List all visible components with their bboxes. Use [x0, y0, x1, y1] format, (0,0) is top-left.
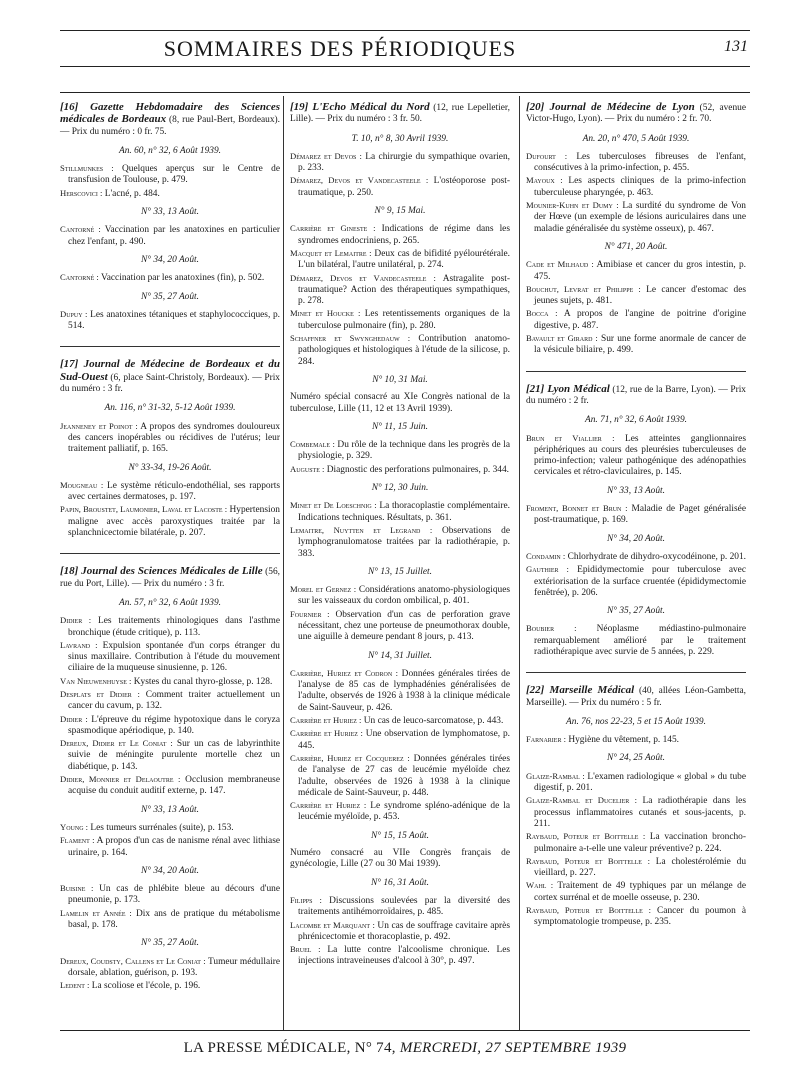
issue-heading: An. 71, n° 32, 6 Août 1939.	[584, 415, 687, 426]
column-divider-2	[519, 96, 520, 1030]
article-entry: Carrière, Huriez et Codron : Données générales tirées de l'analyse de 85 cas de lymphadénies généralisées de l'adulte, observés de 1926 à 1938 à la clinique médicale de Saint-Sauveur, p. 426.	[290, 667, 510, 713]
special-issue-note: Numéro spécial consacré au XIe Congrès national de la tuberculose, Lille (11, 12 et 13 Avril 1939).	[290, 392, 510, 414]
article-entry: Carrière et Gineste : Indications de régime dans les syndromes endocriniens, p. 265.	[290, 223, 510, 246]
article-entry: Macquet et Lemaitre : Deux cas de bifidité pyélourétérale. L'un bilatéral, l'autre unilatéral, p. 274.	[290, 247, 510, 271]
column-divider-1	[283, 96, 284, 1030]
header-rule-columns	[60, 92, 750, 93]
article-entry: Lacombe et Marquant : Un cas de souffrage cavitaire après phrénicectomie et thoracoplastie, p. 492.	[290, 919, 510, 942]
issue-heading: N° 24, 25 Août.	[606, 753, 665, 764]
issue-heading: An. 57, n° 32, 6 Août 1939.	[118, 597, 221, 608]
issue-heading: N° 471, 20 Août.	[604, 241, 668, 252]
footer-number: N° 74,	[354, 1040, 396, 1056]
article-entry: Morel et Gernez : Considérations anatomo-physiologiques sur les vaisseaux du cordon ombilical, p. 401.	[290, 584, 510, 607]
article-entry: Lamelin et Année : Dix ans de pratique du métabolisme basal, p. 178.	[60, 907, 280, 931]
issue-heading: T. 10, n° 8, 30 Avril 1939.	[351, 133, 449, 144]
article-entry: Raybaud, Poteur et Boittelle : Cancer du poumon à symptomatologie trompeuse, p. 235.	[526, 905, 747, 928]
journal-separator	[526, 371, 746, 372]
journal-20	[526, 102, 746, 357]
issue-heading: N° 34, 20 Août.	[606, 533, 665, 544]
article-entry: Wahl : Traitement de 49 typhiques par un mélange de cortex surrénal et de moelle osseuse, p. 230.	[526, 880, 746, 903]
journal-17	[60, 359, 280, 539]
article-entry: Glaize-Rambal et Ducelier : La radiothérapie dans les processus inflammatoires cutanés et sous-jacents, p. 211.	[526, 795, 746, 829]
journal-separator	[60, 553, 280, 554]
article-entry: Froment, Bonnet et Brun : Maladie de Paget généralisée post-traumatique, p. 169.	[526, 503, 746, 526]
journal-21	[526, 384, 746, 659]
article-entry: Dufourt : Les tuberculoses fibreuses de l'enfant, consécutives à la primo-infection, p. 455.	[526, 150, 747, 174]
article-entry: Bouchut, Levrat et Philippe : Le cancer d'estomac des jeunes sujets, p. 481.	[526, 283, 747, 307]
issue-heading: N° 34, 20 Août.	[140, 865, 199, 876]
issue-heading: N° 33, 13 Août.	[140, 207, 199, 218]
journal-heading: [18] Journal des Sciences Médicales de Lille (56, rue du Port, Lille). — Prix du numéro : 3 fr.	[60, 565, 281, 589]
article-entry: Cantorné : Vaccination par les anatoxines (fin), p. 502.	[60, 272, 265, 284]
article-entry: Gauthier : Epididymectomie pour tuberculose avec extériorisation de la surface cruentée (épididymectomie fenêtrée), p. 206.	[526, 564, 746, 598]
article-entry: Cantorné : Vaccination par les anatoxines en particulier chez l'enfant, p. 490.	[60, 224, 280, 247]
article-entry: Minet et Houcke : Les retentissements organiques de la tuberculose pulmonaire (fin), p. 280.	[290, 308, 510, 331]
issue-heading: An. 20, n° 470, 5 Août 1939.	[582, 133, 690, 144]
article-entry: Lemaitre, Nuytten et Legrand : Observations de lymphogranulomatose traitées par la radiothérapie, p. 383.	[290, 524, 510, 559]
article-entry: Glaize-Rambal : L'examen radiologique « global » du tube digestif, p. 201.	[526, 770, 746, 794]
journal-heading: [22] Marseille Médical (40, allées Léon-Gambetta, Marseille). — Prix du numéro : 5 fr.	[526, 684, 746, 708]
article-entry: Raybaud, Poteur et Boittelle : La vaccination broncho-pulmonaire a-t-elle une valeur préventive? p. 224.	[526, 831, 746, 854]
header-rule-top	[60, 30, 750, 31]
article-entry: Didier, Monnier et Delaoutre : Occlusion membraneuse acquise du conduit auditif externe, p. 147.	[60, 774, 280, 797]
journal-separator	[60, 346, 280, 347]
article-entry: Farnarier : Hygiène du vêtement, p. 145.	[526, 734, 679, 746]
issue-heading: N° 16, 31 Août.	[370, 877, 429, 888]
article-entry: Fournier : Observation d'un cas de perforation grave nécessitant, chez une porteuse de pneumothorax double, une aiguille à demeure pendant 8 jours, p. 413.	[290, 608, 511, 643]
article-entry: Carrière et Huriez : Une observation de lymphomatose, p. 445.	[290, 728, 510, 751]
article-entry: Mayoux : Les aspects cliniques de la primo-infection tuberculeuse pharyngée, p. 463.	[526, 175, 746, 198]
article-entry: Young : Les tumeurs surrénales (suite), p. 153.	[60, 821, 234, 833]
issue-heading: N° 14, 31 Juillet.	[368, 650, 432, 661]
article-entry: Condamin : Chlorhydrate de dihydro-oxycodéinone, p. 201.	[526, 550, 746, 562]
issue-heading: N° 9, 15 Mai.	[374, 206, 426, 217]
issue-heading: N° 15, 15 Août.	[370, 830, 429, 841]
article-entry: Auguste : Diagnostic des perforations pulmonaires, p. 344.	[290, 463, 510, 475]
article-entry: Schaffner et Swynghedauw : Contribution anatomo-pathologiques et histologiques à l'étude de la silicose, p. 284.	[290, 333, 511, 367]
issue-heading: N° 33, 13 Août.	[606, 485, 665, 496]
journal-heading: [17] Journal de Médecine de Bordeaux et du Sud-Ouest (6, place Saint-Christoly, Bordeaux). — Prix du numéro : 3 fr.	[60, 358, 280, 395]
article-entry: Démarez, Devos et Vandecasteele : Astragalite post-traumatique? Action des thérapeutiques sympathiques, p. 278.	[290, 272, 510, 307]
article-entry: Carrière et Huriez : Un cas de leuco-sarcomatose, p. 443.	[290, 715, 504, 727]
issue-heading: N° 10, 31 Mai.	[372, 374, 428, 385]
page-footer	[60, 1040, 750, 1057]
issue-heading: An. 76, nos 22-23, 5 et 15 Août 1939.	[566, 716, 706, 727]
journal-18	[60, 566, 280, 992]
article-entry: Boubier : Néoplasme médiastino-pulmonaire remarquablement amélioré par le traitement radiothérapique avec survie de 5 années, p. 229.	[526, 623, 746, 657]
article-entry: Carrière, Huriez et Cocquerez : Données générales tirées de l'analyse de 27 cas de leucémie myéloïde chez l'adulte, observées de 1926 à 1938 à la clinique médicale de Saint-Sauveur, p. 448.	[290, 752, 510, 798]
article-entry: Minet et De Loeschnig : La thoracoplastie complémentaire. Indications techniques. Résultats, p. 361.	[290, 500, 510, 523]
issue-heading: N° 35, 27 Août.	[140, 291, 199, 302]
issue-heading: N° 33-34, 19-26 Août.	[128, 462, 212, 473]
article-entry: Dupuy : Les anatoxines tétaniques et staphylococciques, p. 514.	[60, 308, 280, 332]
journal-16	[60, 102, 280, 332]
article-entry: Didier : L'épreuve du régime hypotoxique dans le coryza spasmodique apériodique, p. 140.	[60, 713, 280, 736]
article-entry: Cade et Milhaud : Amibiase et cancer du gros intestin, p. 475.	[526, 259, 746, 282]
column-2	[290, 102, 510, 980]
article-entry: Brun et Viallier : Les atteintes ganglionnaires périphériques au cours des pleurésies tuberculeuses de primo-infection; valeur pathogénique des adénopathies cervicales et rétro-claviculaires, p. 145.	[526, 432, 746, 478]
issue-heading: N° 35, 27 Août.	[606, 606, 665, 617]
article-entry: Jeanneney et Poinot : A propos des syndromes douloureux des cancers inopérables ou récidives de l'utérus; leur traitement palliatif, p. 165.	[60, 420, 281, 455]
article-entry: Stillmunkes : Quelques aperçus sur le Centre de transfusion de Toulouse, p. 479.	[60, 163, 280, 186]
article-entry: Papin, Broustet, Laumonier, Laval et Lacoste : Hypertension maligne avec accès paroxystiques traitée par la splanchnicectomie bilatérale, p. 207.	[60, 504, 280, 539]
column-1	[60, 102, 280, 1005]
article-entry: Démarez et Devos : La chirurgie du sympathique ovarien, p. 233.	[290, 150, 510, 174]
column-3	[526, 102, 746, 941]
special-issue-note: Numéro consacré au VIIe Congrès français de gynécologie, Lille (27 ou 30 Mai 1939).	[290, 848, 510, 870]
issue-heading: N° 12, 30 Juin.	[371, 483, 429, 494]
article-entry: Flament : A propos d'un cas de nanisme rénal avec lithiase urinaire, p. 164.	[60, 835, 281, 858]
article-entry: Dereux, Didier et Le Coniat : Sur un cas de labyrinthite suivie de méningite purulente mortelle chez un diabétique, p. 143.	[60, 738, 280, 772]
article-entry: Filipps : Discussions soulevées par la diversité des traitements antihémorroïdaires, p. 485.	[290, 894, 510, 918]
journal-separator	[526, 672, 746, 673]
footer-publication: LA PRESSE MÉDICALE,	[183, 1040, 351, 1056]
article-entry: Didier : Les traitements rhinologiques dans l'asthme bronchique (étude critique), p. 113.	[60, 615, 280, 638]
issue-heading: N° 35, 27 Août.	[140, 938, 199, 949]
issue-heading: An. 60, n° 32, 6 Août 1939.	[118, 145, 221, 156]
article-entry: Ledent : La scoliose et l'école, p. 196.	[60, 980, 201, 992]
journal-heading: [16] Gazette Hebdomadaire des Sciences médicales de Bordeaux (8, rue Paul-Bert, Bordeaux). — Prix du numéro : 0 fr. 75.	[60, 101, 280, 137]
article-entry: Van Nieuwenhuyse : Kystes du canal thyro-glosse, p. 128.	[60, 675, 273, 687]
footer-rule	[60, 1030, 750, 1031]
article-entry: Combemale : Du rôle de la technique dans les progrès de la physiologie, p. 329.	[290, 439, 511, 462]
article-entry: Bocca : A propos de l'angine de poitrine d'origine digestive, p. 487.	[526, 308, 746, 331]
issue-heading: N° 34, 20 Août.	[140, 254, 199, 265]
header-rule-bottom	[60, 66, 750, 67]
page-title: SOMMAIRES DES PÉRIODIQUES	[163, 36, 517, 61]
article-entry: Bavault et Girard : Sur une forme anormale de cancer de la vésicule biliaire, p. 499.	[526, 333, 746, 356]
article-entry: Mougneau : Le système réticulo-endothélial, ses rapports avec certaines dermatoses, p. 197.	[60, 479, 280, 503]
issue-heading: An. 116, n° 31-32, 5-12 Août 1939.	[104, 403, 236, 414]
journal-heading: [19] L'Echo Médical du Nord (12, rue Lepelletier, Lille). — Prix du numéro : 3 fr. 50.	[290, 101, 510, 125]
article-entry: Lavrand : Expulsion spontanée d'un corps étranger du sinus maxillaire. Contribution à l'étude du mouvement ciliaire de la muqueuse sinusienne, p. 126.	[60, 639, 280, 674]
article-entry: Buisine : Un cas de phlébite bleue au décours d'une pneumonie, p. 173.	[60, 883, 280, 906]
article-entry: Carrière et Huriez : Le syndrome spléno-adénique de la leucémie myéloïde, p. 453.	[290, 800, 510, 823]
journal-heading: [21] Lyon Médical (12, rue de la Barre, Lyon). — Prix du numéro : 2 fr.	[526, 382, 746, 406]
article-entry: Démarez, Devos et Vandecasteele : L'ostéoporose post-traumatique, p. 250.	[290, 175, 511, 198]
issue-heading: N° 13, 15 Juillet.	[368, 566, 432, 577]
page-number: 131	[724, 38, 748, 55]
article-entry: Mounier-Kuhn et Dumy : La surdité du syndrome de Von der Hœve (un exemple de lésions auriculaires dans une maladie généralisée du système osseux), p. 467.	[526, 200, 746, 234]
journal-19	[290, 102, 510, 968]
issue-heading: N° 11, 15 Juin.	[372, 421, 428, 432]
article-entry: Raybaud, Poteur et Boittelle : La cholestérolémie du vieillard, p. 227.	[526, 855, 747, 879]
article-entry: Herscovici : L'acné, p. 484.	[60, 187, 160, 199]
journal-heading: [20] Journal de Médecine de Lyon (52, avenue Victor-Hugo, Lyon). — Prix du numéro : 2 fr. 70.	[526, 101, 746, 125]
article-entry: Bruel : La lutte contre l'alcoolisme chronique. Les injections intraveineuses d'alcool à 30°, p. 497.	[290, 944, 511, 967]
journal-22	[526, 685, 746, 928]
article-entry: Desplats et Didier : Comment traiter actuellement un cancer du cavum, p. 132.	[60, 688, 281, 712]
footer-date: MERCREDI, 27 SEPTEMBRE 1939	[399, 1040, 627, 1056]
article-entry: Dereux, Coudsty, Callens et Le Coniat : Tumeur médullaire dorsale, ablation, guérison, p. 193.	[60, 955, 280, 978]
issue-heading: N° 33, 13 Août.	[140, 804, 199, 815]
